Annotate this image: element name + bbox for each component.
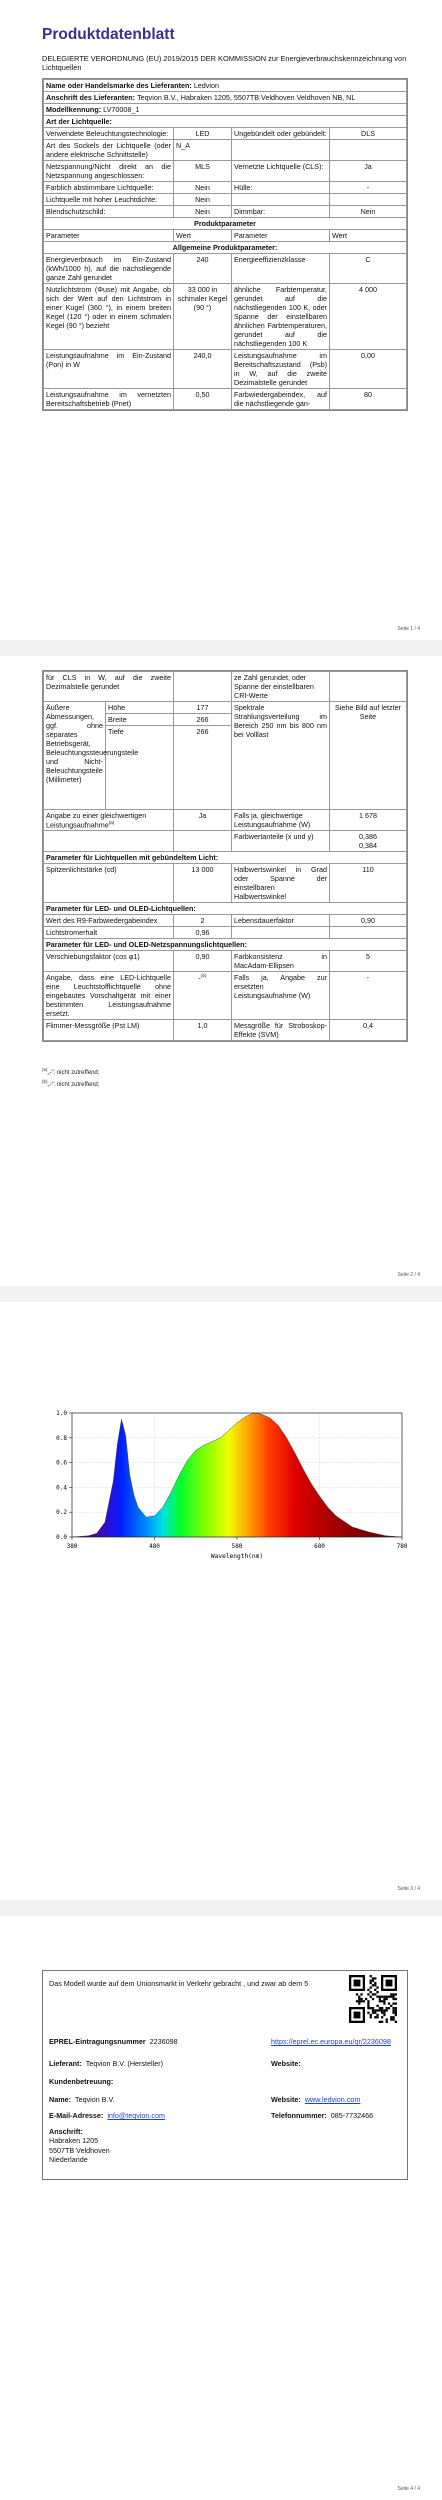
- table-row: Leistungsaufnahme im vernetzten Bereitschaftsbetrieb (Pnet) 0,50 Farbwiedergabeindex, auf die nächstliegende gan- 80: [44, 389, 407, 410]
- qr-module: [383, 2009, 385, 2011]
- table-row: Leistungsaufnahme im Ein-Zustand (Pon) in W 240,0 Leistungsaufnahme im Bereitschaftszustand (Psb) in W, auf die zweite Dezimalstelle gerundet 0,00: [44, 350, 407, 389]
- qr-module: [381, 2000, 383, 2002]
- qr-module: [367, 2007, 369, 2009]
- market-intro-text: Das Modell wurde auf dem Unionsmarkt in Verkehr gebracht , und zwar ab dem 5: [49, 1979, 309, 1988]
- qr-module: [390, 2016, 392, 2018]
- qr-module: [395, 2014, 397, 2016]
- qr-module: [392, 1993, 394, 1995]
- website-label: Website:: [271, 2059, 301, 2068]
- qr-module: [395, 2009, 397, 2011]
- qr-module: [388, 2002, 390, 2004]
- qr-module: [367, 1989, 369, 1991]
- table-row: für CLS in W, auf die zweite Dezimalstelle gerundet ze Zahl gerundet, oder Spanne der einstellbaren CRI-Werte: [44, 672, 407, 702]
- table-row: Angabe, dass eine LED-Lichtquelle eine Leuchtstofflichtquelle ohne eingebautes Vorschaltgerät mit einer bestimmten Leistungsaufnahme ersetzt. -$^{(b)}$ Falls ja, Angabe zur ersetzten Leistungsaufnahme (W) -: [44, 972, 407, 1020]
- x-tick-label: 580: [231, 1543, 243, 1550]
- qr-module: [358, 2002, 360, 2004]
- qr-module: [358, 1998, 360, 2000]
- table-row: Lichtstromerhalt 0,96: [44, 927, 407, 939]
- qr-module: [392, 2018, 394, 2020]
- qr-module: [370, 1986, 372, 1988]
- phone-row: Telefonnummer: 085-7732466: [271, 2111, 374, 2120]
- y-tick-label: 0.2: [56, 1509, 67, 1517]
- qr-module: [383, 2002, 385, 2004]
- qr-module: [370, 1996, 372, 1998]
- model-row: Modellkennung: LV70008_1: [44, 104, 407, 116]
- qr-module: [374, 2009, 376, 2011]
- y-tick-label: 0.0: [56, 1534, 67, 1541]
- qr-module: [349, 1975, 351, 1991]
- qr-module: [390, 2018, 392, 2020]
- qr-module: [392, 2016, 394, 2018]
- section-header: Parameter für Lichtquellen mit gebündeltem Licht:: [44, 852, 407, 864]
- qr-module: [356, 1993, 358, 1995]
- art-header: Art der Lichtquelle:: [44, 116, 407, 128]
- support-name-row: Name: Teqvion B.V.: [49, 2095, 115, 2104]
- table-row: Verschiebungsfaktor (cos φ1) 0,90 Farbkonsistenz in MacAdam-Ellipsen 5: [44, 951, 407, 972]
- qr-module: [395, 1975, 397, 1991]
- qr-module: [376, 1986, 378, 1988]
- qr-module: [374, 1977, 376, 1979]
- qr-module: [386, 2021, 388, 2023]
- page-number: Seite 2 / 4: [397, 1272, 420, 1278]
- qr-module: [386, 1998, 388, 2000]
- qr-module: [395, 1998, 397, 2000]
- qr-module: [363, 2007, 365, 2023]
- qr-module: [383, 1996, 385, 1998]
- table-row: Art des Sockels der Lichtquelle (oder andere elektrische Schnittstelle) N_A: [44, 140, 407, 161]
- qr-module: [381, 1975, 383, 1991]
- table-row: Tiefe 266: [44, 726, 407, 810]
- qr-module: [388, 1996, 390, 1998]
- qr-module: [379, 1998, 381, 2000]
- qr-module: [390, 2005, 392, 2007]
- qr-module: [386, 2018, 388, 2020]
- qr-module: [372, 2012, 374, 2014]
- sheet-title: Produktdatenblatt: [42, 26, 175, 43]
- qr-module: [360, 2000, 362, 2002]
- table-row: Breite 266: [44, 714, 407, 726]
- qr-module: [395, 2007, 397, 2009]
- data-table-1: [42, 78, 408, 411]
- x-axis-label: Wavelength(nm): [210, 1553, 264, 1560]
- page-4: [0, 1916, 442, 2500]
- dimensions-row: Äußere Abmessungen, ggf. ohne separates Betriebsgerät, Beleuchtungssteuerungsteile und Nicht-Beleuchtungsteile (Millimeter) Höhe 177 Spektrale Strahlungsverteilung im Bereich 250 nm bis 800 nm bei Volllast Siehe Bild auf letzter Seite: [44, 702, 407, 714]
- customer-support-label: Kundenbetreuung:: [49, 2077, 114, 2086]
- x-tick-label: 680: [314, 1543, 325, 1550]
- qr-module: [374, 2016, 376, 2018]
- qr-module: [381, 2007, 383, 2009]
- email-link[interactable]: info@teqvion.com: [107, 2111, 165, 2120]
- qr-module: [386, 1996, 388, 1998]
- qr-module: [381, 1996, 383, 1998]
- qr-module: [379, 2009, 381, 2011]
- table-row: Lichtquelle mit hoher Leuchtdichte: Nein: [44, 194, 407, 206]
- eprel-link[interactable]: https://eprel.ec.europa.eu/qr/2236098: [271, 2037, 391, 2046]
- qr-module: [372, 1993, 374, 1995]
- table-row: Netzspannung/Nicht direkt an die Netzspannung angeschlossen: MLS Vernetzte Lichtquelle (CLS): Ja: [44, 161, 407, 182]
- qr-module: [354, 2012, 361, 2019]
- page-2: [0, 656, 442, 1286]
- qr-module: [381, 1975, 397, 1977]
- general-params-header: Allgemeine Produktparameter:: [44, 242, 407, 254]
- supplier-info-box: [42, 1970, 408, 2180]
- address-block: Anschrift: Habraken 1205 5507TB Veldhoven Niederlande: [49, 2127, 110, 2165]
- table-row: Farbwertanteile (x und y) 0,386 0,384: [44, 831, 407, 852]
- qr-module: [363, 1975, 365, 1991]
- regulation-text: DELEGIERTE VERORDNUNG (EU) 2019/2015 DER KOMMISSION zur Energieverbrauchskennzeichnung von Lichtquellen: [42, 54, 407, 73]
- y-tick-label: 0.6: [56, 1459, 67, 1467]
- qr-module: [370, 1975, 372, 1977]
- qr-module: [379, 2007, 381, 2009]
- supplier-row: Lieferant: Teqvion B.V. (Hersteller): [49, 2059, 163, 2068]
- qr-module: [376, 1996, 378, 1998]
- x-tick-label: 380: [66, 1543, 78, 1550]
- qr-module: [372, 1980, 374, 1982]
- qr-module: [392, 2002, 394, 2004]
- qr-module: [386, 2009, 388, 2011]
- qr-module: [390, 1993, 392, 1995]
- qr-module: [392, 1996, 394, 1998]
- qr-module: [370, 2016, 372, 2018]
- spectrum-area: [72, 1413, 402, 1537]
- qr-module: [372, 2009, 374, 2011]
- qr-module: [374, 1982, 376, 1984]
- qr-code-icon[interactable]: [349, 1975, 397, 2023]
- qr-module: [372, 1998, 374, 2000]
- qr-module: [376, 2005, 378, 2007]
- product-params-header: Produktparameter: [44, 218, 407, 230]
- qr-module: [358, 1996, 360, 1998]
- qr-module: [383, 2000, 385, 2002]
- x-tick-label: 480: [149, 1543, 160, 1550]
- y-tick-label: 0.4: [56, 1484, 67, 1492]
- qr-module: [374, 1984, 376, 1986]
- qr-module: [372, 1977, 374, 1979]
- qr-module: [370, 2014, 372, 2016]
- qr-module: [390, 1996, 392, 1998]
- qr-module: [381, 2021, 383, 2023]
- qr-module: [379, 2021, 381, 2023]
- spectrum-chart: [30, 1405, 410, 1575]
- qr-module: [376, 1991, 378, 1993]
- page-1: [0, 0, 442, 640]
- qr-module: [374, 2012, 376, 2014]
- supplier-name-row: Name oder Handelsmarke des Lieferanten: Ledvion: [44, 80, 407, 92]
- table-row: Energieverbrauch im Ein-Zustand (kWh/1000 h), auf die nächstliegende ganze Zahl gerundet 240 Energieeffizienzklasse C: [44, 254, 407, 284]
- qr-module: [349, 1989, 365, 1991]
- qr-module: [367, 2012, 369, 2014]
- qr-module: [349, 2021, 365, 2023]
- qr-module: [356, 2000, 358, 2002]
- footnote-b: $^{(b)}$„-“: nicht zutreffend;: [42, 1079, 100, 1088]
- qr-module: [381, 1989, 397, 1991]
- qr-module: [370, 2007, 372, 2009]
- table-row: Flimmer-Messgröße (Pst LM) 1,0 Messgröße für Stroboskop-Effekte (SVM) 0,4: [44, 1020, 407, 1041]
- qr-module: [381, 2009, 383, 2011]
- section-header: Parameter für LED- und OLED-Lichtquellen:: [44, 903, 407, 915]
- email-row: E-Mail-Adresse: info@teqvion.com: [49, 2111, 165, 2120]
- qr-module: [386, 1980, 393, 1987]
- qr-module: [372, 2007, 374, 2009]
- qr-module: [374, 1993, 376, 1995]
- footnote-a: $^{(a)}$„-“: nicht zutreffend;: [42, 1067, 100, 1076]
- qr-module: [392, 2007, 394, 2009]
- qr-module: [392, 2009, 394, 2011]
- qr-module: [395, 2002, 397, 2004]
- qr-module: [392, 2012, 394, 2014]
- qr-module: [395, 2012, 397, 2014]
- qr-module: [370, 1980, 372, 1982]
- qr-module: [372, 1984, 374, 1986]
- qr-module: [383, 2012, 385, 2014]
- table-row: Farblich abstimmbare Lichtquelle: Nein Hülle: -: [44, 182, 407, 194]
- section-header: Parameter für LED- und OLED-Netzspannungslichtquellen:: [44, 939, 407, 951]
- qr-module: [365, 1998, 367, 2000]
- column-header-row: Parameter Wert Parameter Wert: [44, 230, 407, 242]
- qr-module: [370, 1991, 372, 1993]
- page-number: Seite 1 / 4: [397, 626, 420, 632]
- qr-module: [376, 2009, 378, 2011]
- qr-module: [360, 1993, 362, 1995]
- qr-module: [367, 2000, 369, 2002]
- qr-module: [395, 1993, 397, 1995]
- qr-module: [363, 2000, 365, 2002]
- qr-module: [376, 2016, 378, 2018]
- table-row: Wert des R9-Farbwiedergabeindex 2 Lebensdauerfaktor 0,90: [44, 915, 407, 927]
- qr-module: [374, 1989, 376, 1991]
- qr-module: [367, 2005, 369, 2007]
- y-tick-label: 1.0: [56, 1410, 67, 1417]
- data-table-2: [42, 670, 408, 1042]
- qr-module: [379, 1996, 381, 1998]
- qr-module: [358, 2000, 360, 2002]
- qr-module: [349, 1975, 365, 1977]
- supplier-address-row: Anschrift des Lieferanten: Teqvion B.V., Habraken 1205, 5507TB Veldhoven Veldhoven NB, NL: [44, 92, 407, 104]
- qr-module: [354, 1980, 361, 1987]
- table-row: Spitzenlichtstärke (cd) 13 000 Halbwertswinkel in Grad oder Spanne der einstellbaren Halbwertswinkel 110: [44, 864, 407, 903]
- qr-module: [392, 1998, 394, 2000]
- table-row: Angabe zu einer gleichwertigen Leistungsaufnahme$^{(a)}$ Ja Falls ja, gleichwertige Leistungsaufnahme (W) 1 678: [44, 810, 407, 831]
- table-row: Nutzlichtstrom (Φuse) mit Angabe, ob sich der Wert auf den Lichtstrom in einer Kugel (360 °), in einem breiten Kegel (120 °) oder in einem schmalen Kegel (90 °) bezieht 33 000 in schmaler Kegel (90 °) ähnliche Farbtemperatur, gerundet auf die nächstliegenden 100 K, oder Spanne der einstellbaren ähnlichen Farbtemperaturen, gerundet auf die nächstliegenden 100 K 4 000: [44, 284, 407, 350]
- qr-module: [367, 1993, 369, 1995]
- eprel-number: EPREL-Eintragungsnummer 2236098: [49, 2037, 178, 2046]
- page-number: Seite 3 / 4: [397, 1886, 420, 1892]
- qr-module: [388, 2007, 390, 2009]
- qr-module: [360, 1998, 362, 2000]
- table-row: Blendschutzschild: Nein Dimmbar: Nein: [44, 206, 407, 218]
- page-number: Seite 4 / 4: [397, 2486, 420, 2492]
- qr-module: [349, 2007, 351, 2023]
- support-website-row: Website: www.ledvion.com: [271, 2095, 361, 2104]
- qr-module: [349, 2007, 365, 2009]
- qr-module: [376, 2014, 378, 2016]
- qr-module: [381, 2016, 383, 2018]
- qr-module: [379, 2000, 381, 2002]
- qr-module: [386, 2007, 388, 2009]
- qr-module: [395, 2021, 397, 2023]
- qr-module: [383, 1998, 385, 2000]
- x-tick-label: 780: [396, 1543, 408, 1550]
- qr-module: [383, 2014, 385, 2016]
- y-tick-label: 0.8: [56, 1434, 67, 1442]
- table-row: Verwendete Beleuchtungstechnologie: LED Ungebündelt oder gebündelt: DLS: [44, 128, 407, 140]
- qr-module: [367, 2002, 369, 2004]
- qr-module: [381, 2012, 383, 2014]
- page-3: [0, 1302, 442, 1900]
- website-link[interactable]: www.ledvion.com: [304, 2095, 361, 2104]
- qr-module: [370, 1982, 372, 1984]
